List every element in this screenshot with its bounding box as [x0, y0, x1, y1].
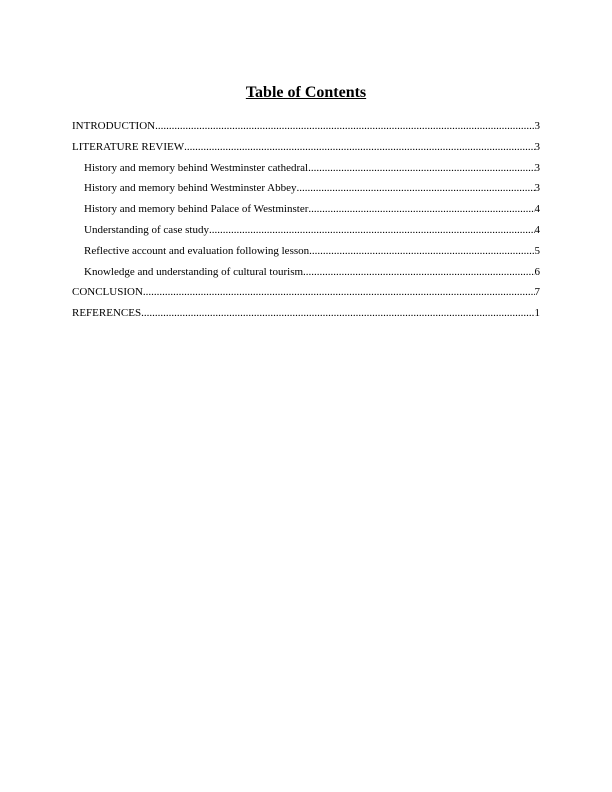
toc-entry-page: 5: [534, 244, 540, 257]
toc-entry-label: Knowledge and understanding of cultural tourism: [84, 265, 304, 278]
toc-dot-leader: [143, 282, 535, 303]
toc-entry-page: 3: [534, 120, 540, 132]
toc-entry-page: 6: [534, 265, 540, 278]
toc-entry-westminster-abbey[interactable]: [72, 178, 540, 199]
toc-dot-leader: [141, 303, 534, 324]
toc-entry-conclusion[interactable]: [72, 282, 540, 303]
toc-entry-label: REFERENCES: [72, 307, 142, 320]
toc-dot-leader: [308, 199, 534, 220]
toc-entry-literature-review[interactable]: [72, 137, 540, 158]
toc-entry-label: CONCLUSION: [72, 286, 143, 299]
toc-dot-leader: [184, 137, 534, 158]
toc-entry-label: INTRODUCTION: [72, 120, 156, 132]
toc-entry-page: 4: [534, 223, 540, 236]
toc-entry-label: Reflective account and evaluation following lesson: [84, 244, 310, 257]
toc-entry-label: History and memory behind Westminster Abbey: [84, 182, 297, 195]
toc-entry-page: 3: [534, 161, 540, 174]
toc-entry-case-study[interactable]: [72, 220, 540, 241]
toc-entry-reflective-account[interactable]: [72, 241, 540, 262]
toc-entry-page: 3: [534, 182, 540, 195]
toc-entry-page: 4: [534, 203, 540, 216]
toc-entry-label: History and memory behind Westminster cathedral: [84, 161, 309, 174]
toc-dot-leader: [309, 241, 534, 262]
toc-entry-page: 1: [534, 307, 540, 320]
toc-entry-introduction[interactable]: [72, 116, 540, 137]
toc-list: [72, 116, 540, 324]
toc-dot-leader: [303, 262, 534, 283]
toc-dot-leader: [209, 220, 535, 241]
toc-entry-label: History and memory behind Palace of Westminster: [84, 203, 309, 216]
toc-entry-page: 3: [534, 140, 540, 153]
toc-entry-label: Understanding of case study: [84, 223, 209, 236]
toc-title: Table of Contents: [245, 84, 367, 101]
toc-entry-label: LITERATURE REVIEW: [72, 140, 185, 153]
toc-entry-palace-of-westminster[interactable]: [72, 199, 540, 220]
toc-entry-westminster-cathedral[interactable]: [72, 158, 540, 179]
toc-dot-leader: [155, 116, 534, 137]
toc-entry-page: 7: [534, 286, 540, 299]
toc-dot-leader: [308, 158, 534, 179]
toc-entry-references[interactable]: [72, 303, 540, 324]
toc-dot-leader: [296, 178, 534, 199]
toc-entry-cultural-tourism[interactable]: [72, 262, 540, 283]
